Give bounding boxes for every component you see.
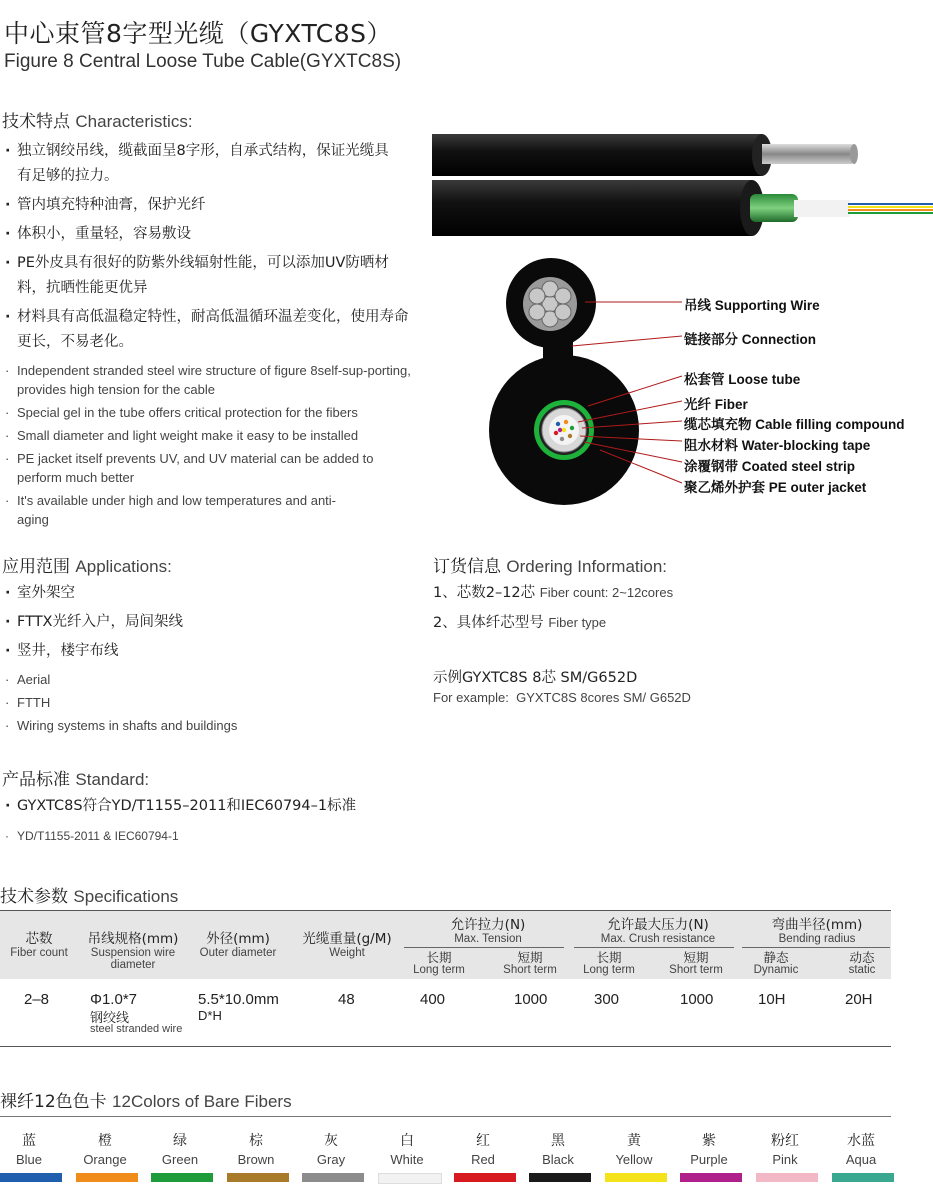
th-tension-short <box>494 951 566 976</box>
color-name-en: Orange <box>83 1152 127 1167</box>
list-item: · Special gel in the tube offers critical protection for the fibers <box>2 403 412 422</box>
leader-lines <box>540 290 690 500</box>
cell-crush-short: 1000 <box>680 991 714 1008</box>
th-tension-cn: 允许拉力(N) <box>450 917 526 933</box>
list-item: · FTTH <box>2 693 412 712</box>
th-weight-cn: 光缆重量(g/M) <box>302 931 392 947</box>
th-wire-en: Suspension wire diameter <box>90 947 176 971</box>
ordering-heading <box>433 552 667 577</box>
th-long-en: Long term <box>583 964 635 976</box>
cell-crush-long: 300 <box>594 991 620 1008</box>
color-swatch <box>454 1173 516 1182</box>
th-wire <box>78 927 188 971</box>
th-wire-cn: 吊线规格(mm) <box>87 931 179 947</box>
color-card <box>0 1130 66 1167</box>
th-crush-short <box>660 951 732 976</box>
spec-table-header <box>0 911 891 979</box>
color-name-cn: 棕 <box>249 1133 263 1149</box>
th-outer <box>188 927 288 959</box>
color-card <box>446 1130 520 1167</box>
th-tension <box>404 913 572 945</box>
color-name-cn: 灰 <box>324 1133 338 1149</box>
th-crush-long <box>574 951 644 976</box>
cable-side-illustration <box>432 132 933 238</box>
color-name-cn: 黄 <box>627 1133 641 1149</box>
th-bend <box>742 913 892 945</box>
ordering-line-2 <box>433 611 606 632</box>
color-card <box>824 1130 898 1167</box>
label-fiber: 光纤 Fiber <box>684 397 748 412</box>
th-bend-en: Bending radius <box>778 933 856 945</box>
th-long-cn: 长期 <box>596 950 622 965</box>
specifications-heading-cn: 技术参数 <box>0 887 68 907</box>
spec-table <box>0 910 891 1047</box>
colors-heading-en: 12Colors of Bare Fibers <box>112 1092 292 1111</box>
color-card <box>521 1130 595 1167</box>
ordering-example-cn: 示例GYXTC8S 8芯 SM/G652D <box>433 670 638 686</box>
page-subtitle: Figure 8 Central Loose Tube Cable(GYXTC8S) <box>4 51 402 72</box>
ordering-line-1 <box>433 581 673 602</box>
divider <box>0 1116 891 1117</box>
color-name-cn: 白 <box>400 1133 414 1149</box>
color-name-en: Yellow <box>615 1152 653 1167</box>
color-swatch <box>680 1173 742 1182</box>
list-item: · It's available under high and low temperatures and anti-aging <box>2 491 357 529</box>
list-item: · Small diameter and light weight make it easy to be installed <box>2 426 412 445</box>
label-filling-compound: 缆芯填充物 Cable filling compound <box>684 417 905 432</box>
list-item: · 材料具有高低温稳定特性，耐高低温循环温差变化，使用寿命更长，不易老化。 <box>2 305 409 355</box>
label-supporting-wire: 吊线 Supporting Wire <box>684 298 820 313</box>
color-swatch <box>832 1173 894 1182</box>
ordering-heading-en: Ordering Information: <box>506 557 668 576</box>
specifications-heading-en: Specifications <box>73 887 179 906</box>
cell-bend-dynamic: 10H <box>758 991 786 1008</box>
color-swatch <box>151 1173 213 1182</box>
label-loose-tube: 松套管 Loose tube <box>684 372 801 387</box>
cell-wire-cn: 钢绞线 <box>90 1010 130 1025</box>
applications-heading <box>2 552 172 577</box>
applications-heading-cn: 应用范围 <box>2 557 70 577</box>
characteristics-heading-en: Characteristics: <box>75 112 193 131</box>
color-name-cn: 粉红 <box>771 1133 799 1149</box>
cell-fiber-count: 2–8 <box>24 991 50 1008</box>
cell-bend-static: 20H <box>845 991 873 1008</box>
applications-list <box>2 581 412 735</box>
ordering-example-en: For example: GYXTC8S 8cores SM/ G652D <box>433 690 691 705</box>
colors-heading <box>0 1087 292 1112</box>
th-static-en: static <box>848 964 876 976</box>
color-card <box>294 1130 368 1167</box>
color-name-en: Purple <box>690 1152 728 1167</box>
th-static-cn: 动态 <box>849 950 875 965</box>
color-name-cn: 水蓝 <box>847 1133 875 1149</box>
ordering-line-1-cn: 1、芯数2–12芯 <box>433 585 536 601</box>
label-connection: 链接部分 Connection <box>684 332 816 347</box>
th-fiber-count-cn: 芯数 <box>25 931 53 947</box>
th-crush-cn: 允许最大压力(N) <box>607 917 709 933</box>
list-item: · 体积小，重量轻，容易敷设 <box>2 222 412 247</box>
th-crush <box>574 913 742 945</box>
th-fiber-count-en: Fiber count <box>10 947 68 959</box>
characteristics-heading-cn: 技术特点 <box>2 112 70 132</box>
color-name-cn: 绿 <box>173 1133 187 1149</box>
standard-list <box>2 794 412 846</box>
list-item: · Independent stranded steel wire structure of figure 8self-sup-porting, provides high tension for the cable <box>2 361 413 399</box>
th-bend-static <box>834 951 890 976</box>
divider <box>742 947 890 948</box>
color-swatch <box>227 1173 289 1182</box>
color-swatch <box>605 1173 667 1182</box>
specifications-heading <box>0 882 178 907</box>
color-name-en: Brown <box>237 1152 275 1167</box>
list-item: · FTTX光纤入户，局间架线 <box>2 610 412 635</box>
color-name-cn: 红 <box>476 1133 490 1149</box>
list-item: · PE外皮具有很好的防紫外线辐射性能，可以添加UV防晒材料，抗晒性能更优异 <box>2 251 397 301</box>
th-weight-en: Weight <box>329 947 365 959</box>
th-long-cn: 长期 <box>426 950 452 965</box>
th-tension-en: Max. Tension <box>454 933 522 945</box>
th-outer-en: Outer diameter <box>199 947 277 959</box>
color-card <box>672 1130 746 1167</box>
color-card <box>370 1130 444 1167</box>
page-title: 中心束管8字型光缆（GYXTC8S） <box>4 19 393 48</box>
label-coated-steel-strip: 涂覆钢带 Coated steel strip <box>684 459 856 474</box>
list-item: · Aerial <box>2 670 412 689</box>
th-tension-long <box>404 951 474 976</box>
color-name-en: Green <box>161 1152 199 1167</box>
color-swatch <box>0 1173 62 1182</box>
th-long-en: Long term <box>413 964 465 976</box>
label-pe-outer-jacket: 聚乙烯外护套 PE outer jacket <box>684 480 867 495</box>
characteristics-heading <box>2 107 193 132</box>
cell-tension-long: 400 <box>420 991 446 1008</box>
color-name-en: Gray <box>316 1152 346 1167</box>
standard-heading-en: Standard: <box>75 770 150 789</box>
color-card <box>143 1130 217 1167</box>
label-water-blocking-tape: 阻水材料 Water-blocking tape <box>684 438 871 453</box>
cell-outer: 5.5*10.0mm <box>198 991 279 1008</box>
list-item: · 管内填充特种油膏，保护光纤 <box>2 193 412 218</box>
ordering-line-2-en: Fiber type <box>548 615 607 630</box>
th-bend-cn: 弯曲半径(mm) <box>771 917 863 933</box>
list-item: · 独立钢绞吊线，缆截面呈8字形，自承式结构，保证光缆具有足够的拉力。 <box>2 139 397 189</box>
th-bend-dynamic <box>742 951 810 976</box>
color-name-en: Pink <box>772 1152 798 1167</box>
color-name-en: Blue <box>15 1152 43 1167</box>
th-dynamic-cn: 静态 <box>763 950 789 965</box>
list-item: · YD/T1155-2011 & IEC60794-1 <box>2 827 412 846</box>
list-item: · 室外架空 <box>2 581 412 606</box>
color-swatch <box>529 1173 591 1182</box>
color-name-cn: 黑 <box>551 1133 565 1149</box>
th-weight <box>288 927 406 959</box>
cell-weight: 48 <box>338 991 355 1008</box>
color-card <box>219 1130 293 1167</box>
cell-outer-dims: D*H <box>198 1008 222 1023</box>
color-name-en: Aqua <box>845 1152 877 1167</box>
list-item: · 竖井，楼宇布线 <box>2 639 412 664</box>
th-short-cn: 短期 <box>683 950 709 965</box>
color-name-en: Black <box>542 1152 574 1167</box>
th-outer-cn: 外径(mm) <box>206 931 270 947</box>
color-swatch <box>302 1173 364 1182</box>
divider <box>404 947 564 948</box>
standard-heading-cn: 产品标准 <box>2 770 70 790</box>
color-swatch <box>76 1173 138 1182</box>
color-name-cn: 橙 <box>98 1133 112 1149</box>
divider <box>574 947 734 948</box>
ordering-line-1-en: Fiber count: 2~12cores <box>539 585 674 600</box>
th-short-cn: 短期 <box>517 950 543 965</box>
th-dynamic-en: Dynamic <box>753 964 799 976</box>
th-fiber-count <box>0 927 78 959</box>
th-crush-en: Max. Crush resistance <box>600 933 716 945</box>
cell-tension-short: 1000 <box>514 991 548 1008</box>
cell-wire: Φ1.0*7 <box>90 991 137 1008</box>
color-name-cn: 蓝 <box>22 1133 36 1149</box>
applications-heading-en: Applications: <box>75 557 172 576</box>
standard-heading <box>2 765 149 790</box>
cell-wire-en: steel stranded wire <box>90 1023 183 1035</box>
color-card <box>748 1130 822 1167</box>
color-name-cn: 紫 <box>702 1133 716 1149</box>
colors-heading-cn: 裸纤12色色卡 <box>0 1092 107 1112</box>
th-short-en: Short term <box>669 964 723 976</box>
color-name-en: White <box>390 1152 424 1167</box>
th-short-en: Short term <box>503 964 557 976</box>
list-item: · Wiring systems in shafts and buildings <box>2 716 412 735</box>
ordering-line-2-cn: 2、具体纤芯型号 <box>433 615 544 631</box>
list-item: · GYXTC8S符合YD/T1155–2011和IEC60794–1标准 <box>2 794 412 819</box>
color-card <box>68 1130 142 1167</box>
characteristics-list <box>2 139 412 529</box>
list-item: · PE jacket itself prevents UV, and UV material can be added to perform much better <box>2 449 407 487</box>
color-swatch <box>756 1173 818 1182</box>
color-name-en: Red <box>471 1152 495 1167</box>
color-card <box>597 1130 671 1167</box>
ordering-heading-cn: 订货信息 <box>433 557 501 577</box>
color-swatch <box>378 1173 442 1184</box>
